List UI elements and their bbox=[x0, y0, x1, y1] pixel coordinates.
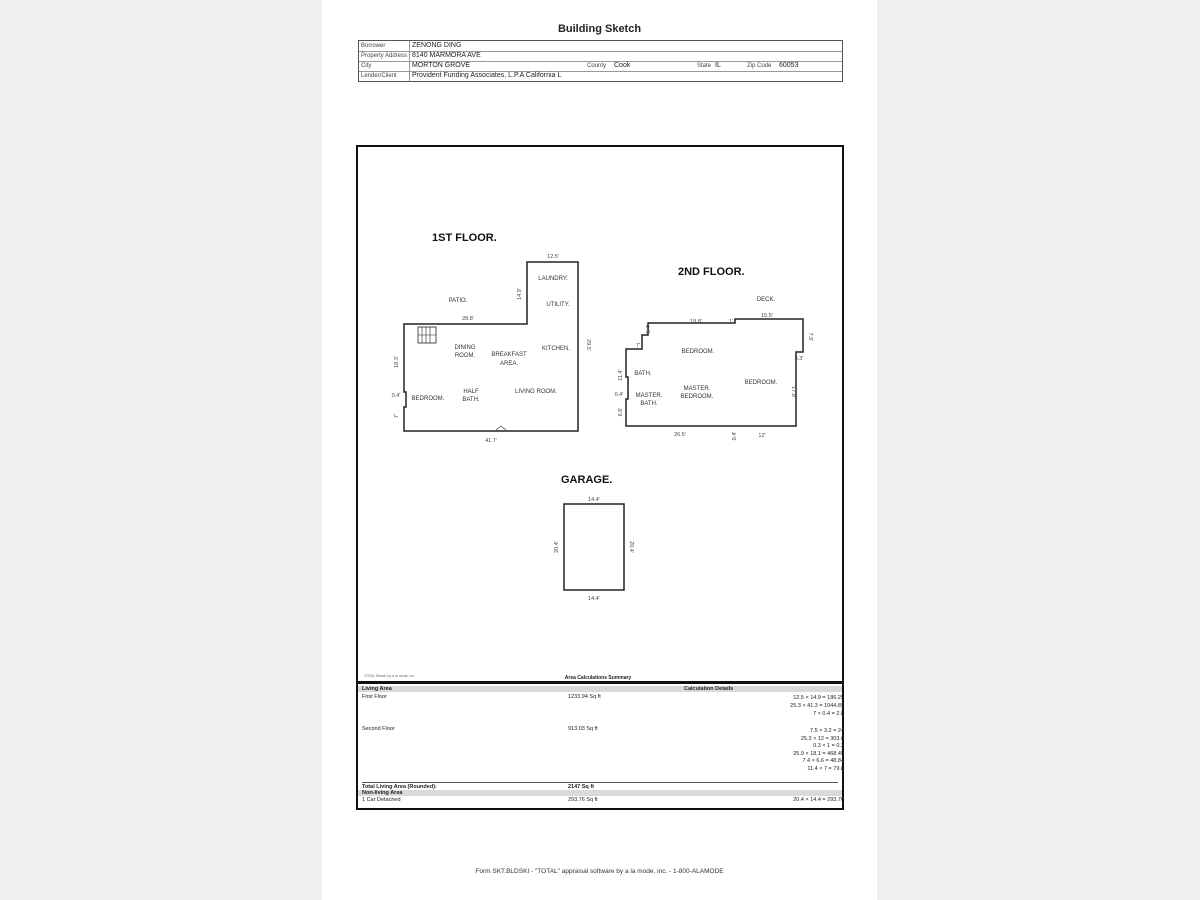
first-floor-calcs bbox=[774, 694, 844, 718]
room-utility: UTILITY. bbox=[546, 302, 570, 308]
room-bedroom-1f: BEDROOM. bbox=[411, 396, 445, 402]
dim-2f-m: 0.4' bbox=[732, 431, 738, 441]
room-dining-1: DINING bbox=[454, 345, 476, 351]
dim-garage-top: 14.4' bbox=[588, 497, 600, 503]
calc-details-label: Calculation Details bbox=[684, 686, 734, 692]
dim-2f-k: 6.6' bbox=[618, 407, 624, 417]
header-row-lender bbox=[359, 71, 842, 81]
room-master-bedroom-1: MASTER. bbox=[683, 386, 711, 392]
address-label: Property Address bbox=[361, 53, 408, 59]
dim-2f-i: 0.4' bbox=[614, 392, 624, 398]
second-floor-value: 913.03 Sq ft bbox=[568, 726, 598, 732]
garage-row bbox=[362, 797, 844, 803]
calc-line: 7.4 × 6.6 = 48.84 bbox=[802, 758, 844, 764]
document-page bbox=[322, 0, 877, 900]
dim-garage-left: 20.4' bbox=[554, 541, 560, 553]
dim-1f-left: 18.3' bbox=[394, 356, 400, 368]
garage-title: GARAGE. bbox=[561, 474, 613, 486]
living-area-header bbox=[362, 686, 838, 692]
zip-value: 60053 bbox=[779, 62, 799, 69]
address-value: 8140 MARMORA AVE bbox=[412, 52, 481, 59]
garage-value: 293.76 Sq ft bbox=[568, 797, 598, 803]
state-value: IL bbox=[715, 62, 721, 69]
borrower-value: ZENONG DING bbox=[412, 42, 462, 49]
second-floor-row bbox=[362, 726, 838, 732]
room-kitchen: KITCHEN. bbox=[541, 346, 571, 352]
dim-2f-g: 3.3' bbox=[794, 356, 804, 362]
borrower-label: Borrower bbox=[361, 43, 386, 49]
calc-line: 7 × 0.4 = 2.8 bbox=[813, 711, 844, 717]
city-label: City bbox=[361, 63, 372, 69]
dim-2f-l: 26.5' bbox=[674, 432, 686, 438]
dim-1f-small: 0.4' bbox=[391, 393, 401, 399]
room-breakfast-2: AREA. bbox=[499, 361, 519, 367]
room-bedroom-top: BEDROOM. bbox=[681, 349, 715, 355]
building-sketch bbox=[356, 145, 844, 683]
document-footer: Form SKT.BLDSKI - "TOTAL" appraisal software by a la mode, inc. - 1-800-ALAMODE bbox=[475, 868, 724, 875]
calc-line: 25.9 × 18.1 = 468.49 bbox=[793, 750, 844, 757]
first-floor-title: 1ST FLOOR. bbox=[432, 232, 497, 244]
room-dining-2: ROOM. bbox=[454, 353, 476, 359]
county-label: County bbox=[587, 63, 607, 69]
room-half-bath-1: HALF bbox=[463, 389, 479, 395]
calc-line: 25.3 × 41.3 = 1044.89 bbox=[790, 703, 844, 709]
room-master-bath-2: BATH. bbox=[640, 401, 658, 407]
room-half-bath-2: BATH. bbox=[462, 397, 480, 403]
garage-label: 1 Car Detached bbox=[362, 797, 401, 803]
area-summary-table bbox=[356, 682, 844, 810]
non-living-header bbox=[362, 790, 838, 796]
lender-label: Lender/Client bbox=[361, 73, 397, 79]
non-living-label: Non-living Area bbox=[362, 790, 403, 796]
calc-line: 11.4 × 7 = 79.8 bbox=[807, 765, 844, 772]
dim-2f-f: 7' bbox=[635, 343, 641, 349]
dim-2f-c: 1' bbox=[728, 319, 734, 325]
room-master-bath-1: MASTER. bbox=[635, 393, 663, 399]
calc-line: 12.5 × 14.9 = 186.25 bbox=[793, 695, 844, 701]
sketch-copyright: TOTAL Sketch by a la mode, inc. bbox=[364, 674, 415, 678]
room-patio: PATIO. bbox=[448, 298, 468, 304]
dim-2f-b: 18.8' bbox=[690, 319, 702, 325]
calc-line: 0.3 × 1 = 0.3 bbox=[813, 743, 844, 749]
dim-1f-seven: 7' bbox=[394, 413, 400, 419]
zip-label: Zip Code bbox=[747, 63, 772, 69]
dim-2f-h: 11.4' bbox=[618, 369, 624, 381]
document-title: Building Sketch bbox=[557, 23, 642, 35]
lender-value: Provident Funding Associates, L.P.A California L bbox=[412, 72, 562, 79]
floor-plan-svg bbox=[358, 147, 842, 681]
dim-2f-n: 12' bbox=[758, 433, 766, 439]
garage-outline bbox=[564, 504, 624, 590]
living-area-label: Living Area bbox=[362, 686, 392, 692]
room-bedroom-right: BEDROOM. bbox=[744, 380, 778, 386]
summary-title: Area Calculations Summary bbox=[564, 675, 632, 681]
second-floor-outline bbox=[626, 319, 803, 426]
calc-line: 7.5 × 3.2 = 24 bbox=[810, 728, 844, 734]
second-floor-label: Second Floor bbox=[362, 726, 395, 732]
dim-2f-j: 17.8' bbox=[790, 386, 796, 398]
county-value: Cook bbox=[614, 62, 631, 69]
dim-1f-top: 12.5' bbox=[547, 254, 559, 260]
room-breakfast-1: BREAKFAST bbox=[491, 352, 527, 358]
total-living-row bbox=[362, 782, 838, 790]
first-floor-label: First Floor bbox=[362, 694, 387, 700]
dim-2f-e: 7.5' bbox=[807, 332, 813, 342]
first-floor-row bbox=[362, 694, 838, 700]
calc-line: 25.3 × 12 = 303.6 bbox=[800, 735, 844, 742]
total-living-label: Total Living Area (Rounded): bbox=[362, 784, 437, 790]
second-floor-title: 2ND FLOOR. bbox=[678, 266, 745, 278]
city-value: MORTON GROVE bbox=[412, 62, 471, 69]
dim-garage-bottom: 14.4' bbox=[588, 596, 600, 602]
room-deck: DECK. bbox=[756, 297, 776, 303]
total-living-value: 2147 Sq ft bbox=[568, 784, 594, 790]
dim-garage-right: 20.4' bbox=[628, 541, 634, 553]
dim-2f-a: 5.4' bbox=[646, 324, 652, 334]
room-bath-2f: BATH. bbox=[634, 371, 652, 377]
first-floor-value: 1233.94 Sq ft bbox=[568, 694, 601, 700]
dim-1f-right: 29.5' bbox=[585, 339, 591, 351]
room-laundry: LAUNDRY. bbox=[538, 276, 568, 282]
dim-2f-d: 15.5' bbox=[761, 313, 773, 319]
garage-calc: 20.4 × 14.4 = 293.76 bbox=[793, 797, 844, 803]
state-label: State bbox=[697, 63, 712, 69]
second-floor-calcs bbox=[774, 728, 844, 773]
room-living: LIVING ROOM. bbox=[515, 389, 557, 395]
dim-1f-bottom: 41.7' bbox=[485, 438, 497, 444]
room-master-bedroom-2: BEDROOM. bbox=[680, 394, 714, 400]
dim-1f-mid: 28.8' bbox=[462, 316, 474, 322]
header-table bbox=[358, 40, 843, 82]
dim-1f-side-upper: 14.9' bbox=[517, 288, 523, 300]
